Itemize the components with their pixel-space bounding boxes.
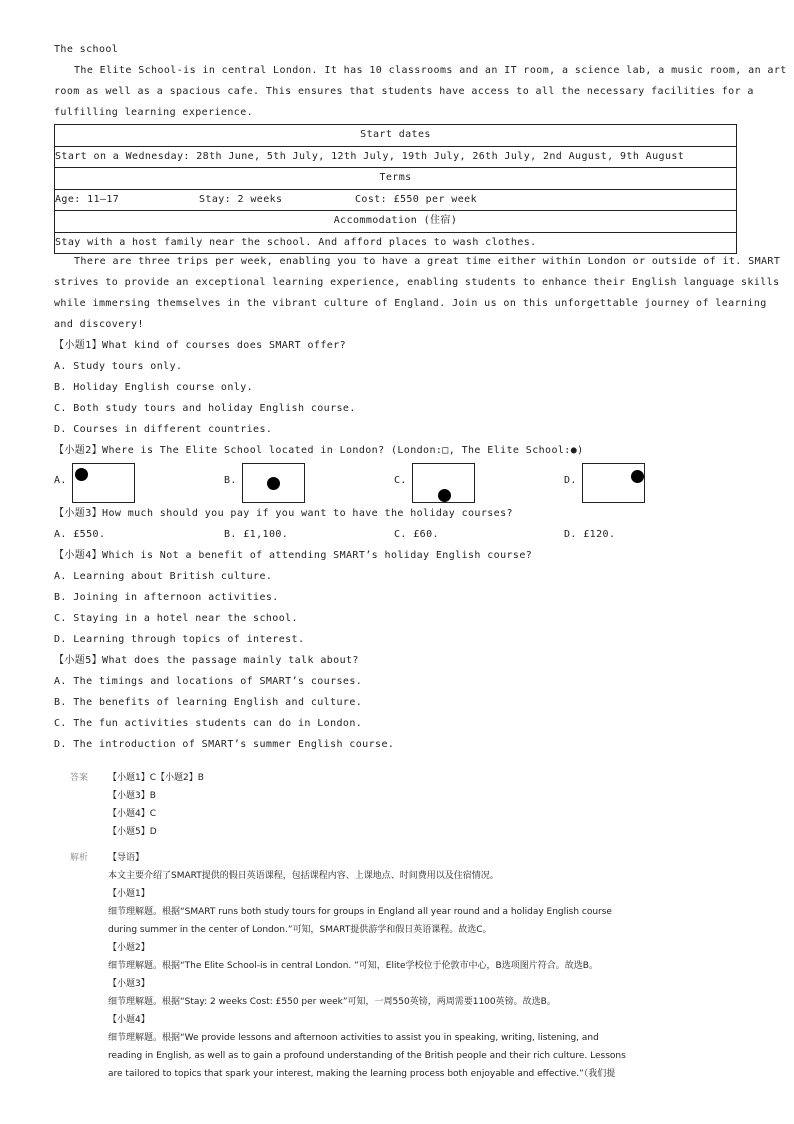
- q1-option-a: A. Study tours only.: [54, 361, 183, 372]
- q5-option-a: A. The timings and locations of SMART’s courses.: [54, 676, 363, 687]
- para2-line-2: strives to provide an exceptional learning experience, enabling students to enhance their English language skills: [54, 277, 780, 288]
- para2-line-4: and discovery!: [54, 319, 144, 330]
- q2-map-a: [72, 463, 135, 503]
- answer-label: 答案: [70, 773, 89, 783]
- intro-line-3: fulfilling learning experience.: [54, 107, 254, 118]
- q2-option-c: C.: [394, 475, 407, 486]
- info-table: [54, 124, 737, 254]
- q5-stem: 【小题5】What does the passage mainly talk about?: [54, 655, 359, 666]
- q2-map-c: [412, 463, 475, 503]
- analysis-line-11: 细节理解题。根据“We provide lessons and afternoon activities to assist you in speaking, writing, listening, and: [108, 1033, 599, 1043]
- answer-line-2: 【小题3】B: [108, 791, 156, 801]
- q5-option-c: C. The fun activities students can do in London.: [54, 718, 363, 729]
- q1-option-d: D. Courses in different countries.: [54, 424, 273, 435]
- para2-line-1: There are three trips per week, enabling you to have a great time either within London or outside of it. SMART: [74, 256, 781, 267]
- analysis-line-1: 【导语】: [108, 853, 145, 863]
- terms-row: [55, 190, 736, 212]
- analysis-line-7: 细节理解题。根据“The Elite School-is in central London. ”可知，Elite学校位于伦敦市中心，B选项图片符合。故选B。: [108, 961, 598, 971]
- analysis-line-3: 【小题1】: [108, 889, 150, 899]
- analysis-line-9: 细节理解题。根据“Stay: 2 weeks Cost: £550 per week”可知，一周550英镑，两周需要1100英镑。故选B。: [108, 997, 556, 1007]
- q1-stem: 【小题1】What kind of courses does SMART offer?: [54, 340, 346, 351]
- analysis-label: 解析: [70, 853, 89, 863]
- q2-stem: 【小题2】Where is The Elite School located in London? (London:□, The Elite School:●): [54, 445, 584, 456]
- answer-line-4: 【小题5】D: [108, 827, 157, 837]
- q1-option-c: C. Both study tours and holiday English course.: [54, 403, 356, 414]
- answer-line-3: 【小题4】C: [108, 809, 157, 819]
- para2-line-3: while immersing themselves in the vibrant culture of England. Join us on this unforgettable journey of learning: [54, 298, 767, 309]
- section-heading: The school: [54, 44, 119, 55]
- q2-option-d: D.: [564, 475, 577, 486]
- q4-option-d: D. Learning through topics of interest.: [54, 634, 305, 645]
- answer-line-1: 【小题1】C【小题2】B: [108, 773, 204, 783]
- q4-stem: 【小题4】Which is Not a benefit of attending SMART’s holiday English course?: [54, 550, 533, 561]
- school-dot-d: [631, 470, 644, 483]
- q1-option-b: B. Holiday English course only.: [54, 382, 254, 393]
- analysis-line-12: reading in English, as well as to gain a profound understanding of the British people and their rich culture. Lessons: [108, 1051, 626, 1061]
- stay-text: Stay: 2 weeks: [199, 193, 283, 205]
- analysis-line-13: are tailored to topics that spark your interest, making the learning process both enjoyable and effective.”（我们提: [108, 1069, 616, 1079]
- q2-option-a: A.: [54, 475, 67, 486]
- cost-text: Cost: £550 per week: [355, 193, 477, 205]
- q4-option-c: C. Staying in a hotel near the school.: [54, 613, 298, 624]
- q2-option-b: B.: [224, 475, 237, 486]
- q5-option-b: B. The benefits of learning English and culture.: [54, 697, 363, 708]
- terms-title: Terms: [55, 168, 736, 190]
- start-dates-text: Start on a Wednesday: 28th June, 5th July, 12th July, 19th July, 26th July, 2nd August, 9th August: [55, 147, 736, 169]
- intro-line-1: The Elite School-is in central London. It has 10 classrooms and an IT room, a science lab, a music room, an art: [74, 65, 787, 76]
- school-dot-c: [438, 489, 451, 502]
- q3-option-d: D. £120.: [564, 529, 616, 540]
- school-dot-a: [75, 468, 88, 481]
- q3-option-c: C. £60.: [394, 529, 439, 540]
- start-dates-title: Start dates: [55, 125, 736, 147]
- accommodation-text: Stay with a host family near the school. And afford places to wash clothes.: [55, 236, 537, 248]
- q4-option-b: B. Joining in afternoon activities.: [54, 592, 279, 603]
- q2-map-b: [242, 463, 305, 503]
- accommodation-title: Accommodation (住宿): [55, 211, 736, 233]
- school-dot-b: [267, 477, 280, 490]
- q5-option-d: D. The introduction of SMART’s summer English course.: [54, 739, 395, 750]
- analysis-line-2: 本文主要介绍了SMART提供的假日英语课程，包括课程内容、上课地点、时间费用以及住宿情况。: [108, 871, 499, 881]
- q2-map-d: [582, 463, 645, 503]
- analysis-line-6: 【小题2】: [108, 943, 150, 953]
- intro-line-2: room as well as a spacious cafe. This ensures that students have access to all the necessary facilities for a: [54, 86, 754, 97]
- analysis-line-4: 细节理解题。根据“SMART runs both study tours for groups in England all year round and a holiday English course: [108, 907, 612, 917]
- age-text: Age: 11—17: [55, 193, 120, 205]
- analysis-line-8: 【小题3】: [108, 979, 150, 989]
- analysis-line-5: during summer in the center of London.”可知，SMART提供游学和假日英语课程。故选C。: [108, 925, 492, 935]
- analysis-line-10: 【小题4】: [108, 1015, 150, 1025]
- q4-option-a: A. Learning about British culture.: [54, 571, 273, 582]
- q3-option-a: A. £550.: [54, 529, 106, 540]
- q3-option-b: B. £1,100.: [224, 529, 289, 540]
- q3-stem: 【小题3】How much should you pay if you want to have the holiday courses?: [54, 508, 513, 519]
